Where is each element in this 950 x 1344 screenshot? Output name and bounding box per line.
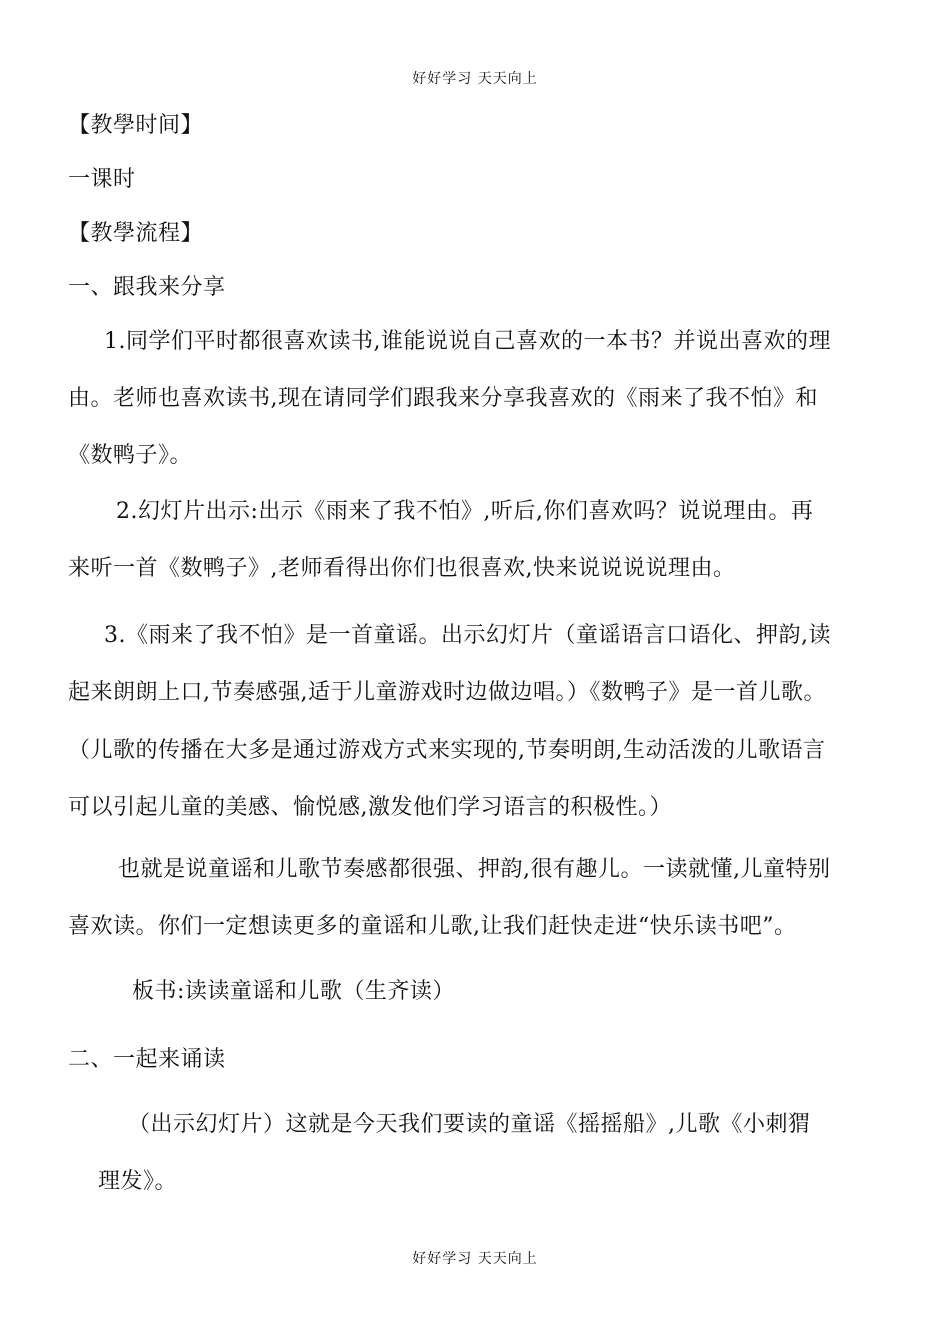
section-heading-recite: 二、一起来诵读	[68, 1047, 226, 1072]
section-heading-flow: 【教學流程】	[68, 221, 204, 246]
paragraph-line: 来听一首《数鸭子》,老师看得出你们也很喜欢,快来说说说说理由。	[68, 556, 736, 581]
paragraph-line: 由。老师也喜欢读书,现在请同学们跟我来分享我喜欢的《雨来了我不怕》和	[68, 386, 818, 411]
board-writing-line: 板书:读读童谣和儿歌（生齐读）	[132, 979, 455, 1004]
paragraph-line: 可以引起儿童的美感、愉悦感,激发他们学习语言的积极性。）	[68, 795, 672, 820]
paragraph-line: （儿歌的传播在大多是通过游戏方式来实现的,节奏明朗,生动活泼的儿歌语言	[68, 738, 826, 763]
paragraph-line: 《数鸭子》。	[68, 443, 193, 468]
paragraph-line: 起来朗朗上口,节奏感强,适于儿童游戏时边做边唱。）《数鸭子》是一首儿歌。	[68, 680, 826, 705]
page-footer: 好好学习 天天向上	[412, 1251, 538, 1267]
text-line: 一课时	[68, 167, 136, 192]
paragraph-line: 喜欢读。你们一定想读更多的童谣和儿歌,让我们赶快走进“快乐读书吧”。	[68, 914, 797, 939]
paragraph-line: 3.《雨来了我不怕》是一首童谣。出示幻灯片（童谣语言口语化、押韵,读	[104, 623, 831, 648]
paragraph-line: 1.同学们平时都很喜欢读书,谁能说说自己喜欢的一本书？并说出喜欢的理	[104, 329, 831, 354]
section-heading-share: 一、跟我来分享	[68, 275, 226, 300]
page-header: 好好学习 天天向上	[412, 71, 538, 87]
paragraph-line: （出示幻灯片）这就是今天我们要读的童谣《摇摇船》,儿歌《小刺猬	[128, 1112, 811, 1137]
paragraph-line: 理发》。	[98, 1169, 178, 1194]
paragraph-line: 2.幻灯片出示:出示《雨来了我不怕》,听后,你们喜欢吗？说说理由。再	[116, 499, 814, 524]
paragraph-line: 也就是说童谣和儿歌节奏感都很强、押韵,很有趣儿。一读就懂,儿童特别	[118, 857, 831, 882]
section-heading-time: 【教學时间】	[68, 113, 204, 138]
